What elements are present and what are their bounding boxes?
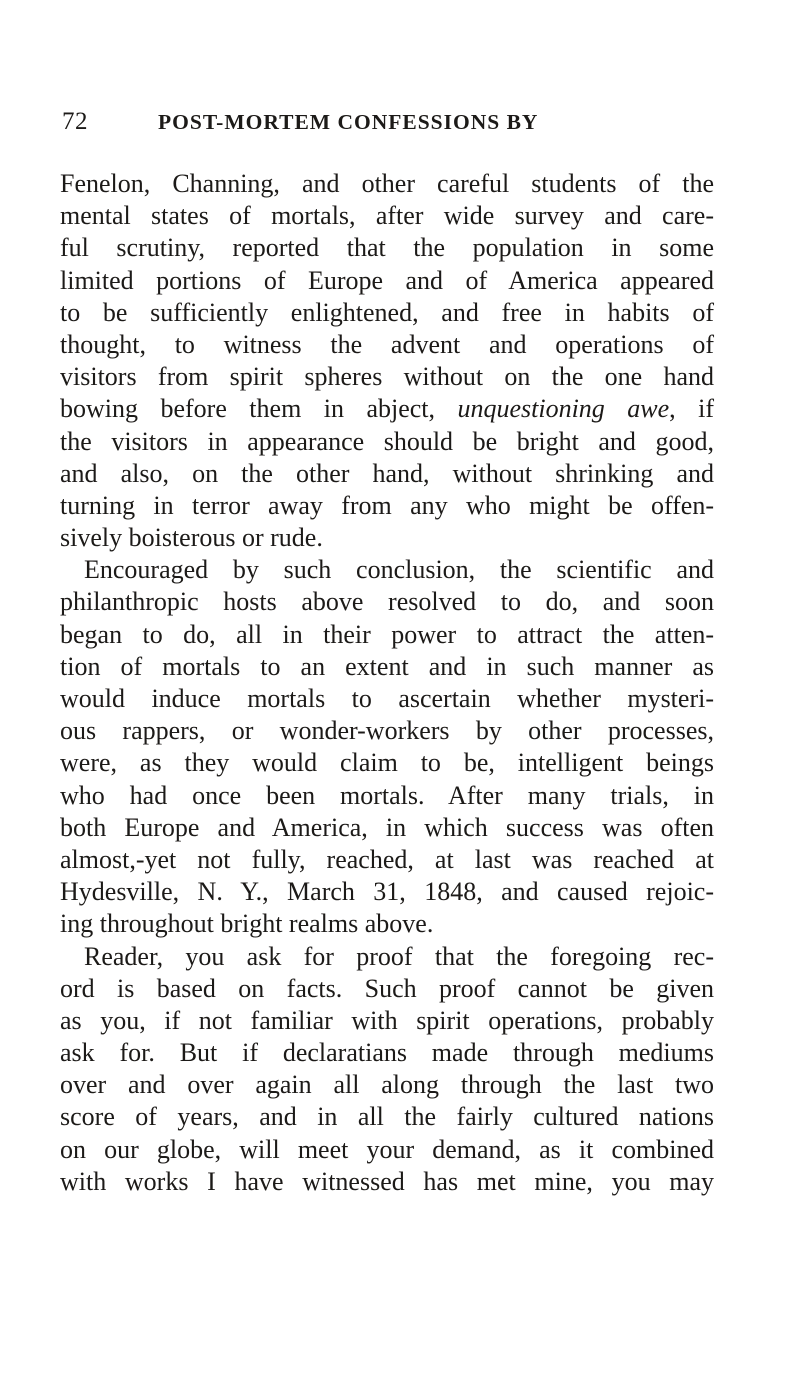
text-line: ous rappers, or wonder-workers by other processes,: [60, 716, 714, 746]
text-line: ing throughout bright realms above.: [60, 909, 434, 939]
text-line: both Europe and America, in which success was often: [60, 812, 714, 842]
text-line: as you, if not familiar with spirit operations, probably: [60, 1005, 714, 1035]
text-line: would induce mortals to ascertain whether mysteri-: [60, 684, 714, 713]
text-line: visitors from spirit spheres without on the one hand: [60, 362, 714, 392]
text-line: over and over again all along through the last two: [60, 1070, 714, 1100]
text-line: limited portions of Europe and of America appeared: [60, 265, 714, 295]
text-line: score of years, and in all the fairly cultured nations: [60, 1102, 714, 1132]
paragraph-start-line: Encouraged by such conclusion, the scientific and: [84, 555, 714, 585]
text-line: Hydesville, N. Y., March 31, 1848, and caused rejoic-: [60, 877, 714, 907]
text-line: were, as they would claim to be, intelligent beings: [60, 748, 714, 778]
text-line: mental states of mortals, after wide survey and care-: [60, 201, 714, 231]
text-line: who had once been mortals. After many trials, in: [60, 780, 714, 810]
text-line: ful scrutiny, reported that the population in some: [60, 233, 714, 263]
text-line: turning in terror away from any who might be offen-: [60, 490, 714, 520]
text-line: Fenelon, Channing, and other careful students of the: [60, 169, 714, 198]
running-title: POST-MORTEM CONFESSIONS BY: [158, 110, 539, 134]
text-line: tion of mortals to an extent and in such manner as: [60, 651, 714, 681]
text-line: and also, on the other hand, without shrinking and: [60, 458, 714, 488]
text-line: with works I have witnessed has met mine, you may: [60, 1166, 714, 1196]
paragraph-start-line: Reader, you ask for proof that the foregoing rec-: [84, 941, 714, 971]
running-head: [62, 108, 702, 148]
body-text: [60, 168, 714, 1198]
text-line: the visitors in appearance should be bright and good,: [60, 426, 714, 456]
text-line: philanthropic hosts above resolved to do, and soon: [60, 587, 714, 617]
text-line: ask for. But if declaratians made through mediums: [60, 1038, 714, 1068]
page-number: 72: [62, 108, 88, 135]
italic-phrase: unquestioning awe: [457, 394, 670, 424]
text-line: almost,-yet not fully, reached, at last was reached at: [60, 844, 714, 874]
text-line-with-italic: [60, 393, 714, 425]
text-line: ord is based on facts. Such proof cannot be given: [60, 973, 714, 1003]
text-segment: bowing before them in abject,: [60, 394, 458, 424]
text-line: sively boisterous or rude.: [60, 523, 323, 553]
text-line: to be sufficiently enlightened, and free in habits of: [60, 297, 714, 327]
text-segment: , if: [669, 394, 714, 424]
text-line: on our globe, will meet your demand, as it combined: [60, 1134, 714, 1164]
text-line: thought, to witness the advent and operations of: [60, 329, 714, 359]
text-line: began to do, all in their power to attract the atten-: [60, 619, 714, 649]
